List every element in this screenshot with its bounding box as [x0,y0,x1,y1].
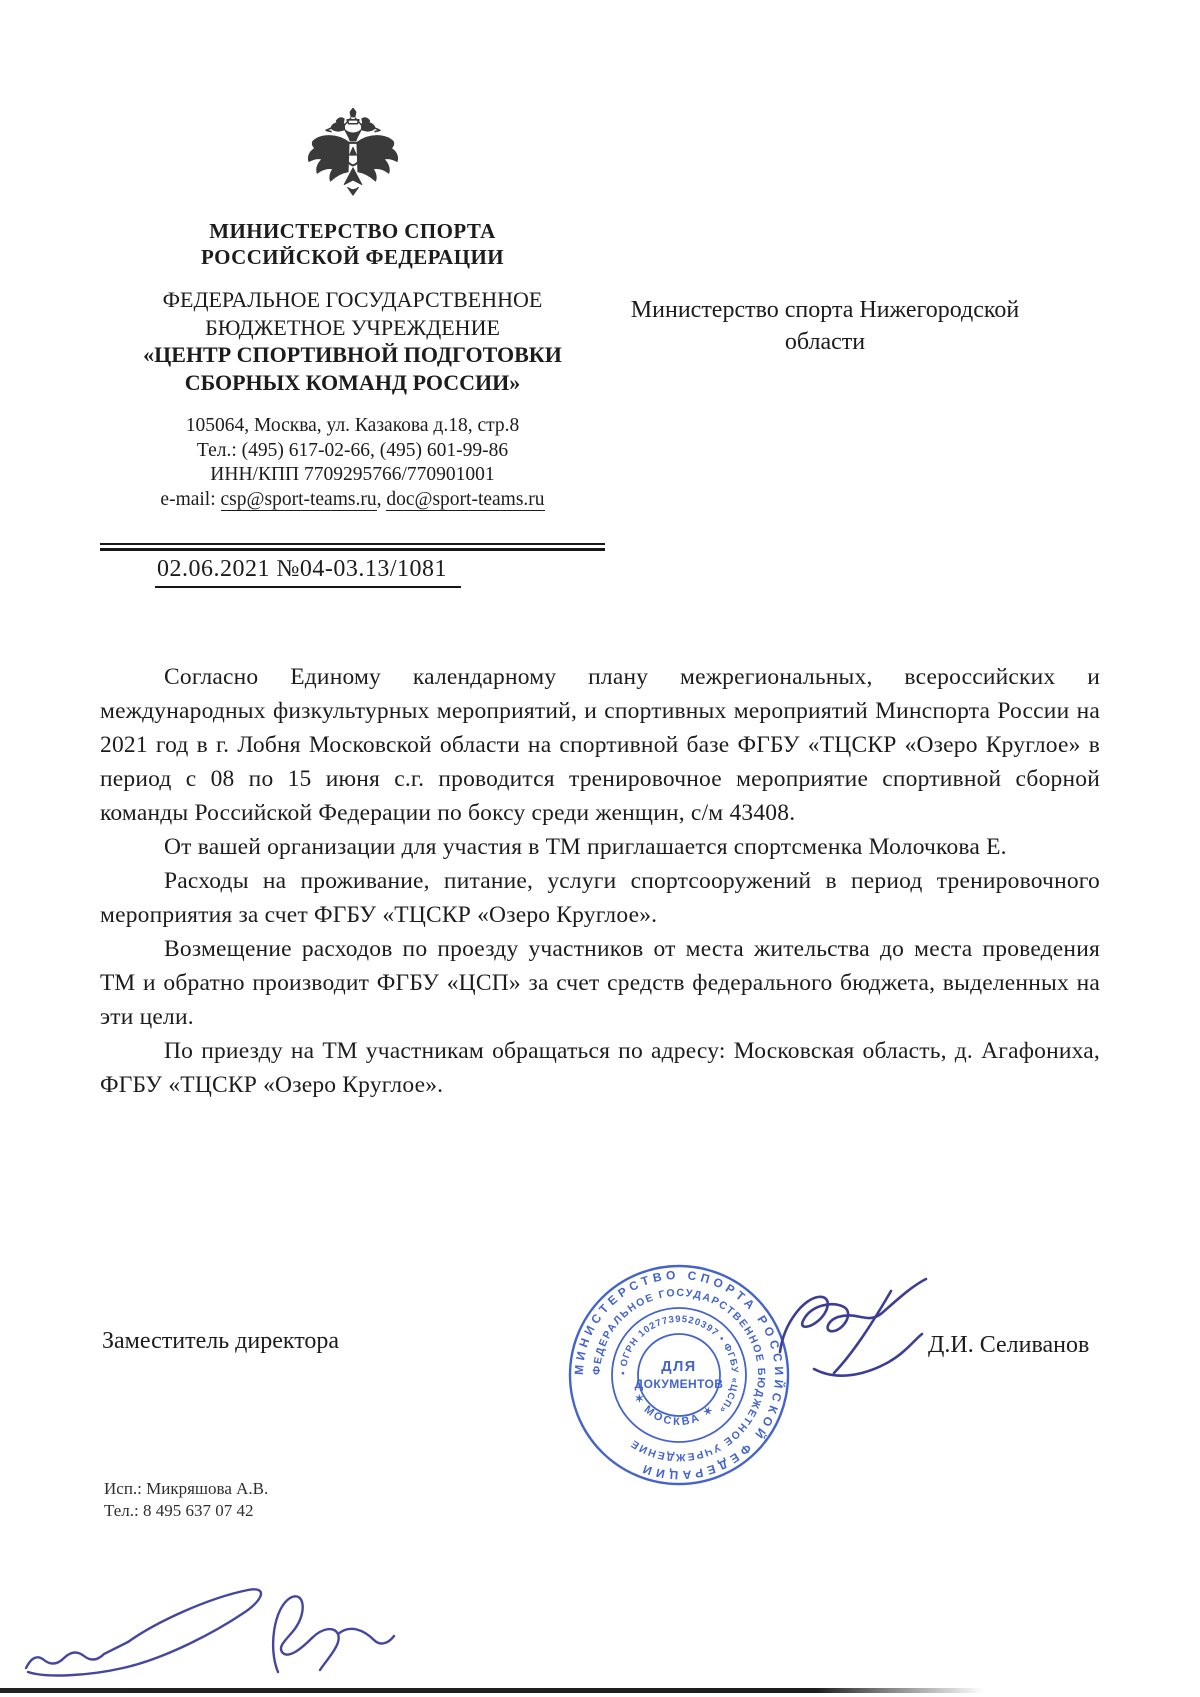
email-label: e-mail: [160,488,221,510]
stamp-ring2-text: ФЕДЕРАЛЬНОЕ ГОСУДАРСТВЕННОЕ БЮДЖЕТНОЕ УЧРЕЖДЕНИЕ [590,1286,768,1464]
date-and-reference-number: 02.06.2021 №04-03.13/1081 [155,556,461,588]
org-name-line1: ФЕДЕРАЛЬНОЕ ГОСУДАРСТВЕННОЕ [162,287,543,312]
stamp-ring1-text: МИНИСТЕРСТВО СПОРТА РОССИЙСКОЙ ФЕДЕРАЦИИ [571,1267,787,1483]
ministry-name-line1: МИНИСТЕРСТВО СПОРТА [209,219,496,243]
paragraph-4: Возмещение расходов по проезду участников от места жительства до места проведения ТМ и обратно производит ФГБУ «ЦСП» за счет средств федерального бюджета, выделенных на эти цели. [100,936,1100,1030]
organization-name [100,286,605,396]
coat-of-arms-icon [304,108,402,212]
stamp-center-line1: ДЛЯ [661,1359,697,1375]
letter-body [100,660,1100,1102]
paragraph-1: Согласно Единому календарному плану межрегиональных, всероссийских и международных физкультурных мероприятий, и спортивных мероприятий Минспорта России на 2021 год в г. Лобня Московской области на спортивной базе ФГБУ «ТЦСКР «Озеро Круглое» в период с 08 по 15 июня с.г. проводится тренировочное мероприятие спортивной сборной команды Российской Федерации по боксу среди женщин, с/м 43408. [100,664,1100,826]
bottom-signature-scribbles [16,1576,436,1691]
org-phones: Тел.: (495) 617-02-66, (495) 601-99-86 [196,439,509,461]
stamp-ring3-text: • ОГРН 1027739520397 • ФГБУ «ЦСП» [617,1313,741,1416]
stamp-center-line2: ДОКУМЕНТОВ [634,1377,724,1391]
organization-contacts [100,414,605,512]
org-inn-kpp: ИНН/КПП 7709295766/770901001 [210,464,495,485]
org-name-line4: СБОРНЫХ КОМАНД РОССИИ» [184,369,521,395]
ministry-name [100,218,605,270]
official-stamp [564,1260,794,1495]
email-link-doc: doc@sport-teams.ru [386,488,545,510]
ministry-name-line2: РОССИЙСКОЙ ФЕДЕРАЦИИ [201,245,504,269]
letterhead [100,108,605,512]
org-name-line3: «ЦЕНТР СПОРТИВНОЙ ПОДГОТОВКИ [143,342,562,367]
paragraph-2: От вашей организации для участия в ТМ приглашается спортсменка Молочкова Е. [164,834,1007,860]
executor-phone: Тел.: 8 495 637 07 42 [104,1501,254,1520]
executor-name: Исп.: Микряшова А.В. [104,1479,269,1498]
stamp-city-text: ✶ МОСКВА ✶ [630,1391,718,1429]
executor-note [104,1478,268,1522]
director-signature-ink [772,1272,937,1402]
paragraph-5: По приезду на ТМ участникам обращаться по адресу: Московская область, д. Агафониха, ФГБУ «ТЦСКР «Озеро Круглое». [100,1038,1100,1098]
scan-bottom-edge [0,1688,1200,1693]
org-email-line [100,488,605,513]
recipient-address: Министерство спорта Нижегородской области [630,297,1020,355]
signer-name: Д.И. Селиванов [928,1332,1090,1358]
signer-position-title: Заместитель директора [102,1328,340,1354]
svg-text:✶ МОСКВА ✶ [631,1392,718,1428]
org-address: 105064, Москва, ул. Казакова д.18, стр.8 [185,415,520,436]
org-name-line2: БЮДЖЕТНОЕ УЧРЕЖДЕНИЕ [205,314,500,340]
paragraph-3: Расходы на проживание, питание, услуги спортсооружений в период тренировочного мероприятия за счет ФГБУ «ТЦСКР «Озеро Круглое». [100,868,1100,928]
stamp-inner-ring [638,1334,720,1416]
email-separator: , [376,488,387,510]
email-link-csp: csp@sport-teams.ru [220,488,377,510]
letterhead-divider-rule [100,543,605,551]
